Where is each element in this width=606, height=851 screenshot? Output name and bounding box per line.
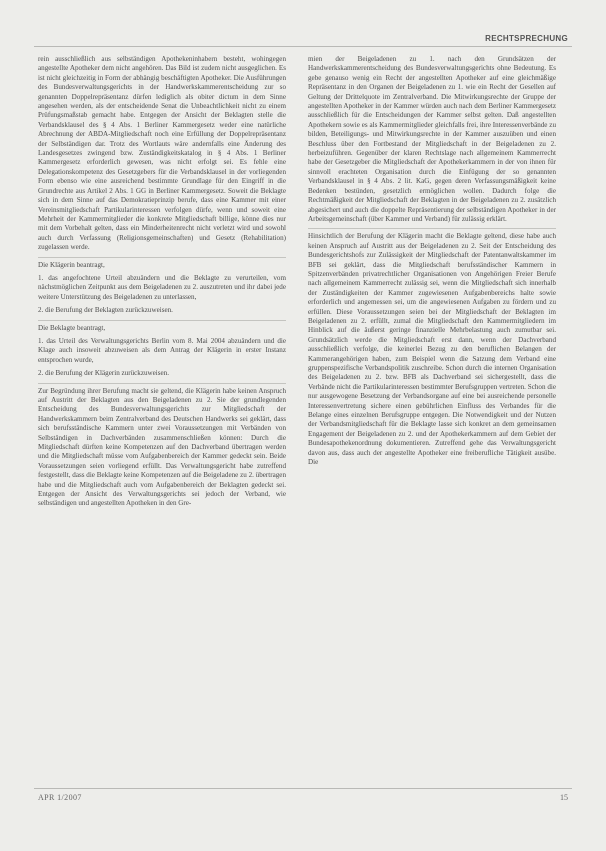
separator: [38, 320, 286, 321]
journal-reference: APR 1/2007: [38, 793, 82, 802]
page-number: 15: [560, 793, 568, 802]
separator: [38, 383, 286, 384]
paragraph: 1. das angefochtene Urteil abzuändern und die Beklagte zu verurteilen, vom nächstmöglichen Zeitpunkt aus dem Beigeladenen zu 2. auszutreten und ihr dabei jede weitere Unterstützung des Beigeladenen zu unterlassen,: [38, 273, 286, 301]
paragraph: Zur Begründung ihrer Berufung macht sie geltend, die Klägerin habe keinen Anspruch auf Austritt der Beklagten aus den Beigeladenen zu 2. Sie der grundlegenden Entscheidung des Bundesverwaltungsgerichts zur Mitgliedschaft der Handwerkskammern beim Zentralverband des Deutschen Handwerks sei geklärt, dass sich berufsständische Kammern unter zwei Voraussetzungen mit Verbänden von Selbständigen in Dachverbänden zusammenschließen können: Durch die Mitgliedschaft dürften keine Kompetenzen auf den Dachverband übertragen werden und die Mitgliedschaft müsse vom Aufgabenbereich der Kammer gedeckt sein. Beide Voraussetzungen seien vorliegend erfüllt. Das Verwaltungsgericht habe zutreffend festgestellt, dass die Beklagte keine Kompetenzen auf die Beigeladene zu 2. übertragen habe und die Mitgliedschaft auch vom Aufgabenbereich der Beklagten gedeckt sei. Entgegen der Ansicht des Verwaltungsgerichts sei jedoch der Verband, wie selbständigen und angestellten Apotheken in den Gre-: [38, 386, 286, 508]
paragraph: Hinsichtlich der Berufung der Klägerin macht die Beklagte geltend, diese habe auch keinen Anspruch auf Austritt aus der Beigeladenen zu 2. Seit der Entscheidung des Bundesgerichtshofs zur Zulässigkeit der Mitgliedschaft der Patentanwaltskammer im BFB sei geklärt, dass die Mitgliedschaft berufsständischer Kammern in Spitzenverbänden privatrechtlicher Organisationen von Angehörigen Freier Berufe nach allgemeinem Kammerrecht zulässig sei, wenn die Mitgliedschaft sich innerhalb der Zuständigkeiten der Kammer zugewiesenen Aufgabenbereichs halte sowie erforderlich und angemessen sei, um die angewiesenen Aufgaben zu fördern und zu erfüllen. Diese Voraussetzungen seien bei der Mitgliedschaft der Beklagten im Beigeladenen zu 2. erfüllt, zumal die Mitgliedschaft den Kammermitgliedern im Hinblick auf die äußerst geringe finanzielle Mehrbelastung auch zumutbar sei. Grundsätzlich werde die Mitgliedschaft erst dann, wenn der Dachverband ausschließlich verfolge, die keinerlei Bezug zu den beruflichen Belangen der Kammerangehörigen haben, zum Beispiel wenn die Satzung dem Verband eine gruppenspezifische Verbandspolitik zuschreibe. Schon durch die internen Organisation des Beigeladenen zu 2. bzw. BFB als Dachverband sei sichergestellt, dass die Verbände nicht die Partikularinteressen bestimmter Berufsgruppen vertreten. Schon die nur ausgewogene Besetzung der Verbandsorgane auf eine bei ausreichende personelle Interessenvertretung sichere einen gebührlichen Einfluss des Verbandes für die Belange eines einzelnen Berufsgruppe entgegen. Die Notwendigkeit und der Nutzen der Verbandsmitgliedschaft für die Beklagte lasse sich konkret an dem gemeinsamen Engagement der Beigeladenen zu 2. und der Apothekerkammern auf dem Gebiet der Bundesapothekenordnung dokumentieren. Zutreffend gehe das Verwaltungsgericht davon aus, dass auch der angestellte Apotheker eine freiberufliche Tätigkeit ausübe. Die: [308, 232, 556, 467]
left-column: [38, 55, 286, 513]
paragraph: mien der Beigeladenen zu 1. nach den Grundsätzen der Handwerkskammerentscheidung des Bundesverwaltungsgerichts ohne Bedeutung. Es gebe genauso wenig ein Recht der angestellten Apotheker auf eine gleichmäßige Repräsentanz in den Organen der Beigeladenen zu 1. wie ein Recht der Gesellen auf Geltung der Drittelquote im Zentralverband. Die Mitwirkungsrechte der Gruppe der angestellten Apotheker in der Kammer würden auch nach dem Berliner Kammergesetz ausschließlich für die Entscheidungen der Kammer selbst gelten. Daß angestellten Apothekern sowie es als Kammermitglieder gleichfalls frei, ihre Interessenverbände zu bilden, Beteiligungs- und Mitwirkungsrechte in der Kammer auszuüben und einen Beschluss über den Fortbestand der Mitgliedschaft in der Beigeladenen zu 2. herbeizuführen. Gegenüber der klaren Rechtslage nach allgemeinem Kammerrecht habe der Gesetzgeber die Mitgliedschaft der Apothekerkammern in der von ihnen für sinnvoll erachteten Organisation durch die Einfügung der so genannten Verbandsklausel in § 4 Abs. 2 lit. KaG, gegen deren Verfassungsmäßigkeit keine Bedenken bestünden, gesetzlich ermöglichen wollen. Dadurch folge die Rechtmäßigkeit der Mitgliedschaft der Beklagten in der Beigeladenen zu 2. zusätzlich abgesichert und auch die doppelte Repräsentierung der selbständigen Apotheker in der Arbeitsgemeinschaft (über Kammer und Verband) für zulässig erklärt.: [308, 55, 556, 223]
paragraph: 2. die Berufung der Beklagten zurückzuweisen.: [38, 306, 173, 315]
paragraph: 2. die Berufung der Klägerin zurückzuweisen.: [38, 369, 169, 378]
paragraph: Die Beklagte beantragt,: [38, 323, 106, 332]
section-header: RECHTSPRECHUNG: [485, 34, 568, 43]
paragraph: rein ausschließlich aus selbständigen Apothekeninhabern besteht, wohingegen angestellte Apotheker dem nicht angehören. Das Bild ist zudem nicht ausgeglichen. Es ist nicht gleichzeitig in Form der abhängig beschäftigten Apotheker. Die Ausführungen des Bundesverwaltungsgerichts in der Handwerkskammerentscheidung zur so genannten Doppelrepräsentanz dürfen lediglich als obiter dictum in dem Sinne angesehen werden, als der entscheidende Senat die Unbeachtlichkeit nicht zu einem Prüfungsmaßstab gemacht habe. Entgegen der Ansicht der Beklagten stelle die Verbandsklausel des § 4 Abs. 1 Berliner Kammergesetz weder eine natürliche Abrechnung der ABDA-Mitgliedschaft noch eine Erfüllung der Doppelrepräsentanz der Selbständigen dar. Trotz des Wortlauts wäre andernfalls eine Änderung des Landesgesetzes zwingend bzw. Zuständigkeitskatalog in § 4 Abs. 1 Berliner Kammergesetz erforderlich gewesen, was nicht erfolgt sei. Es fehle eine Delegationskompetenz des Gesetzgebers für die Verbandsklausel in der vorliegenden Form ebenso wie eine ausreichend bestimmte Grundlage für den Eingriff in die Grundrechte aus Artikel 2 Abs. 1 GG in Berliner Kammergesetz. Soweit die Beklagte sich in dem Sinne auf das Demokratieprinzip berufe, dass eine Kammer mit einer Vereinsmitgliedschaft Partikularinteressen verfolgen dürfe, wenn und soweit eine Mehrheit der Kammermitglieder die konkrete Mitgliedschaft billige, könne dies nur mit dem Vorbehalt gelten, dass ein Minderheitenrecht nicht verletzt wird und sowohl auch durch Verfassung (Religionsgemeinschaften) und Gesetz (Rehabilitation) zugelassen werde.: [38, 55, 286, 252]
paragraph: Die Klägerin beantragt,: [38, 260, 105, 269]
separator: [38, 257, 286, 258]
footer-rule: [34, 788, 572, 789]
separator: [308, 228, 556, 229]
right-column: [308, 55, 556, 471]
paragraph: 1. das Urteil des Verwaltungsgerichts Berlin vom 8. Mai 2004 abzuändern und die Klage auch insoweit abzuweisen als dem Antrag der Klägerin in erster Instanz entsprochen wurde,: [38, 336, 286, 364]
header-rule: [34, 46, 572, 47]
